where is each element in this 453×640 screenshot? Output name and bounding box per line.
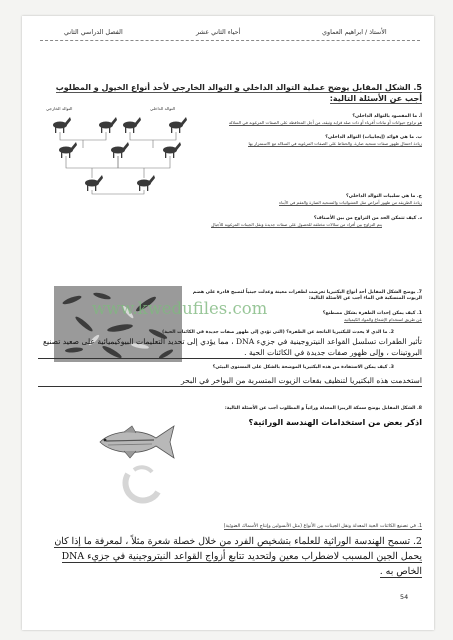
q5-right-column xyxy=(198,114,422,147)
q7-c-answer: استخدمت هذه البكتيريا لتنظيف بقعات الزيوت المتسربة من البواخر في البحر xyxy=(38,375,422,387)
horse-4 xyxy=(169,117,187,133)
horse-7 xyxy=(163,142,181,158)
horse-breeding-diagram xyxy=(44,112,192,202)
q8-answers xyxy=(38,524,422,579)
q7-c-question: 3. كيف يمكن الاستفادة من هذه البكتيريا الموضحة بالشكل على المستوى البيئي؟ xyxy=(212,365,394,370)
q5-b-question: ب. ما هي فوائد (إيجابيات) التوالد الداخلي؟ xyxy=(325,134,422,140)
header-teacher: الأستاذ / ابراهيم العماوي xyxy=(322,28,387,36)
zebrafish-image xyxy=(94,420,178,464)
q5-a-question: أ. ما المقصود بالتوالد الداخلي؟ xyxy=(352,114,422,119)
horse-6 xyxy=(111,142,129,158)
q8-answer-1: 1. في تصنيع الكائنات الحية المعدلة ونقل الجينات بين الأنواع (مثل الأنسولين وإنتاج الأسماك الضوئية) xyxy=(223,524,422,529)
q5-title: 5. الشكل المقابل يوضح عملية التوالد الداخلي و التوالد الخارجي لأحد أنواع الخيول و المطلوب أجب عن الأسئلة التالية: xyxy=(55,83,422,103)
diagram-label-left: التوالد الخارجي xyxy=(46,106,73,111)
watermark: www.kwedufiles.com xyxy=(92,299,268,318)
q8-answer-2: 2. تسمح الهندسة الوراثية للعلماء بتشخيص الفرد من خلال خصلة شعرة مثلاً ، لمعرفة ما إذا كان يحمل الجين المسبب لاضطراب معين ولتحديد تتابع أزواج القواعد النيتروجينية في جزيء DNA الخاص به . xyxy=(54,535,422,577)
q7-a-question: 1. كيف يمكن إحداث الطفرة بشكل مصطنع؟ xyxy=(322,311,422,316)
header-course: أحياء الثاني عشر xyxy=(196,28,241,36)
q5-c-answer: زيادة الطريقة من ظهور أمراض مثل العشوائيات والمتنحية الضارة والعقم في الأبناء xyxy=(279,200,422,205)
horse-3 xyxy=(123,117,141,133)
q5-b-answer: زيادة احتمال ظهور صفات متنحية ضارة، والحفاظ على الصفات المرغوبة في السلالة مع الاستمرار بها xyxy=(248,140,422,146)
horse-2 xyxy=(99,117,117,133)
q8-intro: 8. الشكل المقابل يوضح سمكة الزيبرا المعدلة وراثياً و المطلوب أجب عن الأسئلة التالية: xyxy=(224,406,422,411)
q5-a-answer: هو تزاوج حيوانات أو نباتات أقرباء أو ذات صلة قرابة وثيقة، من أجل المحافظة على الصفات المرغوبة في السلالة xyxy=(228,120,422,125)
diagram-label-right: التوالد الداخلي xyxy=(150,106,176,111)
horse-5 xyxy=(59,142,77,158)
q5-d-answer: يتم التزاوج بين أفراد من سلالات مختلفة للحصول على صفات جديدة ونقل الجينات المرغوبة للأجيال xyxy=(211,221,382,227)
header-divider xyxy=(40,40,420,41)
horse-8 xyxy=(85,175,103,191)
q5-c-question: ج. ما هي سلبيات التوالد الداخلي؟ xyxy=(346,194,422,199)
q7-lower xyxy=(38,330,422,387)
watermark-logo xyxy=(122,462,164,504)
q7-b-question: 2. ما الذي لا يحدث للبكتيريا الناتجة عن الطفرة؟ (التي تؤدي إلى ظهور صفات جديدة في الكائنات الحية) xyxy=(162,330,394,335)
page-number: 54 xyxy=(400,593,409,601)
horse-1 xyxy=(53,117,71,133)
horse-9 xyxy=(137,175,155,191)
q7-b-answer: تأثير الطفرات تسلسل القواعد النيتروجينية في جزيء DNA ، مما يؤدي إلى تحديد التعليمات البيوكيميائية على صعيد تصنيع البروتينات ، وإلى ظهور صفات جديدة في الكائنات الحية . xyxy=(38,336,422,359)
header-semester: الفصل الدراسي الثاني xyxy=(64,28,123,36)
q8-block xyxy=(180,406,422,427)
q7-title: 7. يوضح الشكل المقابل أحد أنواع البكتيريا تعرضت لطفرات معينة وعدلت جينياً لتصبح قادرة على هضم الزيوت المنسكبة في الماء أجب عن الأسئلة التالية: xyxy=(192,290,422,301)
q8-question: اذكر بعض من استخدامات الهندسة الوراثية؟ xyxy=(248,417,422,427)
q7-a-answer: عن طريق استخدام الإشعاع والمواد الكيميائية xyxy=(344,317,422,322)
q5-d-question: د. كيف تتمكن الحد من التزاوج من بين الأصناف؟ xyxy=(313,215,422,221)
q5-lower xyxy=(38,194,422,228)
